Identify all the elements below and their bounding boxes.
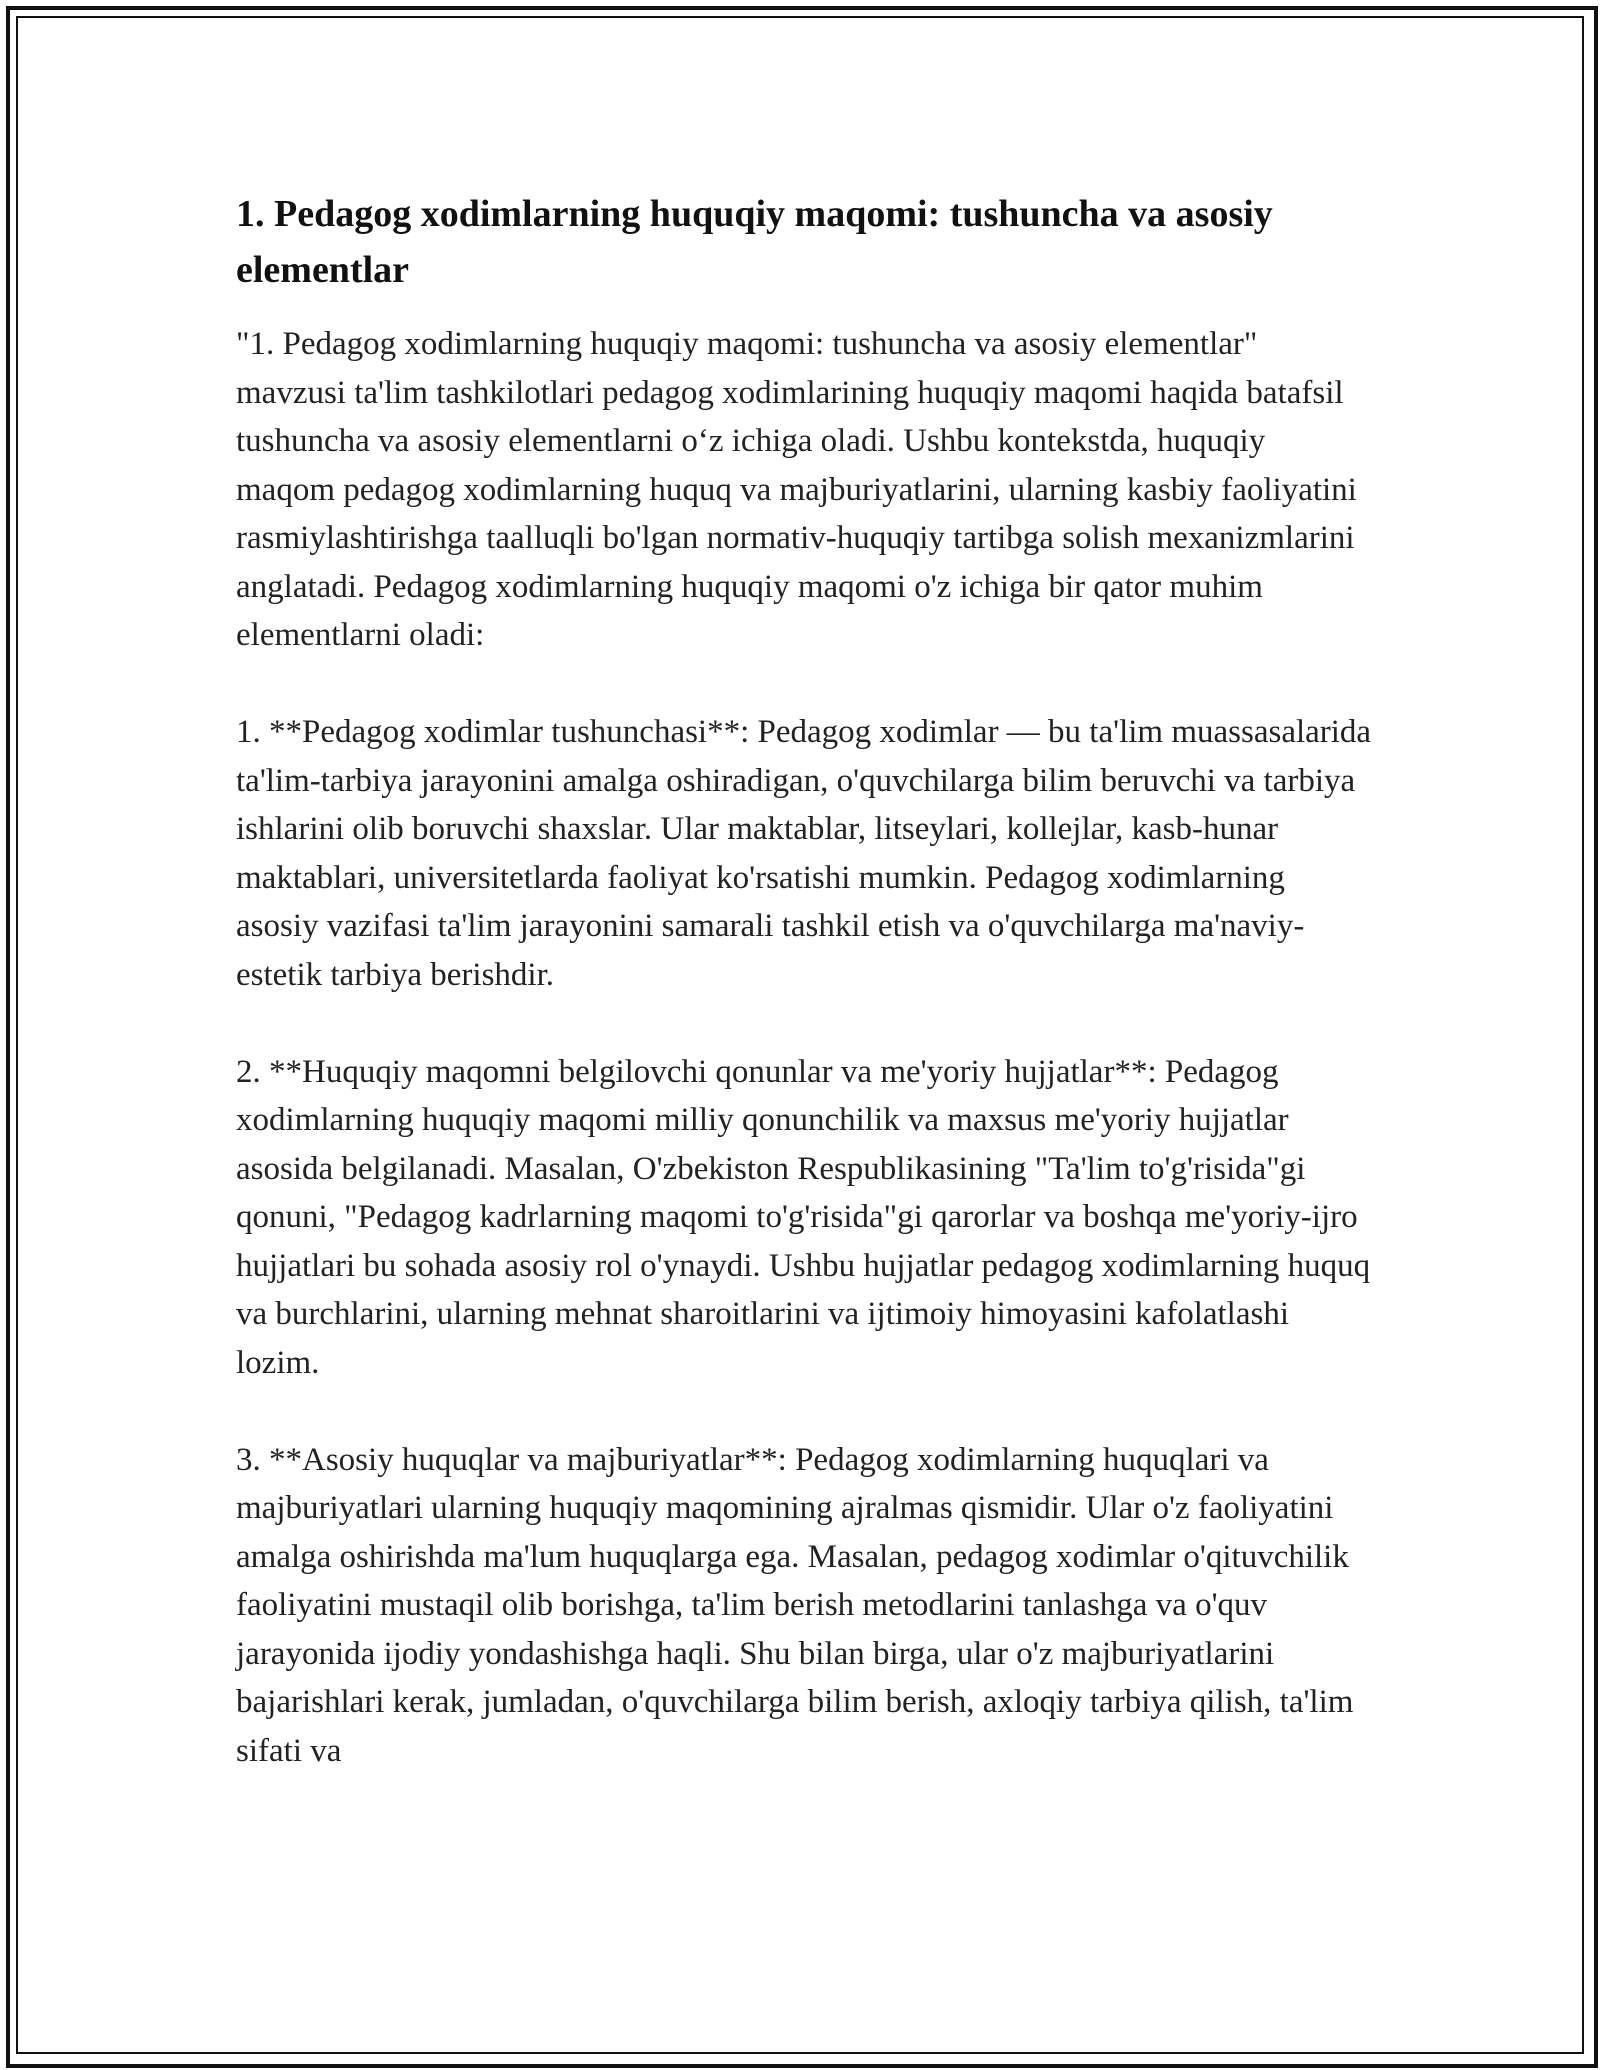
paragraph-huquqlar-va-majburiyatlar: 3. **Asosiy huquqlar va majburiyatlar**: Pedagog xodimlarning huquqlari va majburiyatlari ularning huquqiy maqomining ajralmas qismidir. Ular o'z faoliyatini amalga oshirishda ma'lum huquqlarga ega. Masalan, pedagog xodimlar o'qituvchilik faoliyatini mustaqil olib borishga, ta'lim berish metodlarini tanlashga va o'quv jarayonida ijodiy yondashishga haqli. Shu bilan birga, ular o'z majburiyatlarini bajarishlari kerak, jumladan, o'quvchilarga bilim berish, axloqiy tarbiya qilish, ta'lim sifati va xyxy=(236,1441,1354,1769)
paragraph-pedagog-xodimlar-tushunchasi: 1. **Pedagog xodimlar tushunchasi**: Pedagog xodimlar — bu ta'lim muassasalarida ta'lim-tarbiya jarayonini amalga oshiradigan, o'quvchilarga bilim beruvchi va tarbiya ishlarini olib boruvchi shaxslar. Ular maktablar, litseylari, kollejlar, kasb-hunar maktablari, universitetlarda faoliyat ko'rsatishi mumkin. Pedagog xodimlarning asosiy vazifasi ta'lim jarayonini samarali tashkil etish va o'quvchilarga ma'naviy-estetik tarbiya berishdir. xyxy=(236,714,1372,993)
intro-paragraph: "1. Pedagog xodimlarning huquqiy maqomi: tushuncha va asosiy elementlar" mavzusi ta'lim tashkilotlari pedagog xodimlarining huquqiy maqomi haqida batafsil tushuncha va asosiy elementlarni oʻz ichiga oladi. Ushbu kontekstda, huquqiy maqom pedagog xodimlarning huquq va majburiyatlarini, ularning kasbiy faoliyatini rasmiylashtirishga taalluqli bo'lgan normativ-huquqiy tartibga solish mexanizmlarini anglatadi. Pedagog xodimlarning huquqiy maqomi o'z ichiga bir qator muhim elementlarni oladi: xyxy=(236,326,1357,653)
document-body xyxy=(236,186,1372,1775)
page-title: 1. Pedagog xodimlarning huquqiy maqomi: tushuncha va asosiy elementlar xyxy=(236,193,1273,291)
paragraph-qonunlar-va-hujjatlar: 2. **Huquqiy maqomni belgilovchi qonunlar va me'yoriy hujjatlar**: Pedagog xodimlarning huquqiy maqomi milliy qonunchilik va maxsus me'yoriy hujjatlar asosida belgilanadi. Masalan, O'zbekiston Respublikasining "Ta'lim to'g'risida"gi qonuni, "Pedagog kadrlarning maqomi to'g'risida"gi qarorlar va boshqa me'yoriy-ijro hujjatlari bu sohada asosiy rol o'ynaydi. Ushbu hujjatlar pedagog xodimlarning huquq va burchlarini, ularning mehnat sharoitlarini va ijtimoiy himoyasini kafolatlashi lozim. xyxy=(236,1053,1371,1381)
